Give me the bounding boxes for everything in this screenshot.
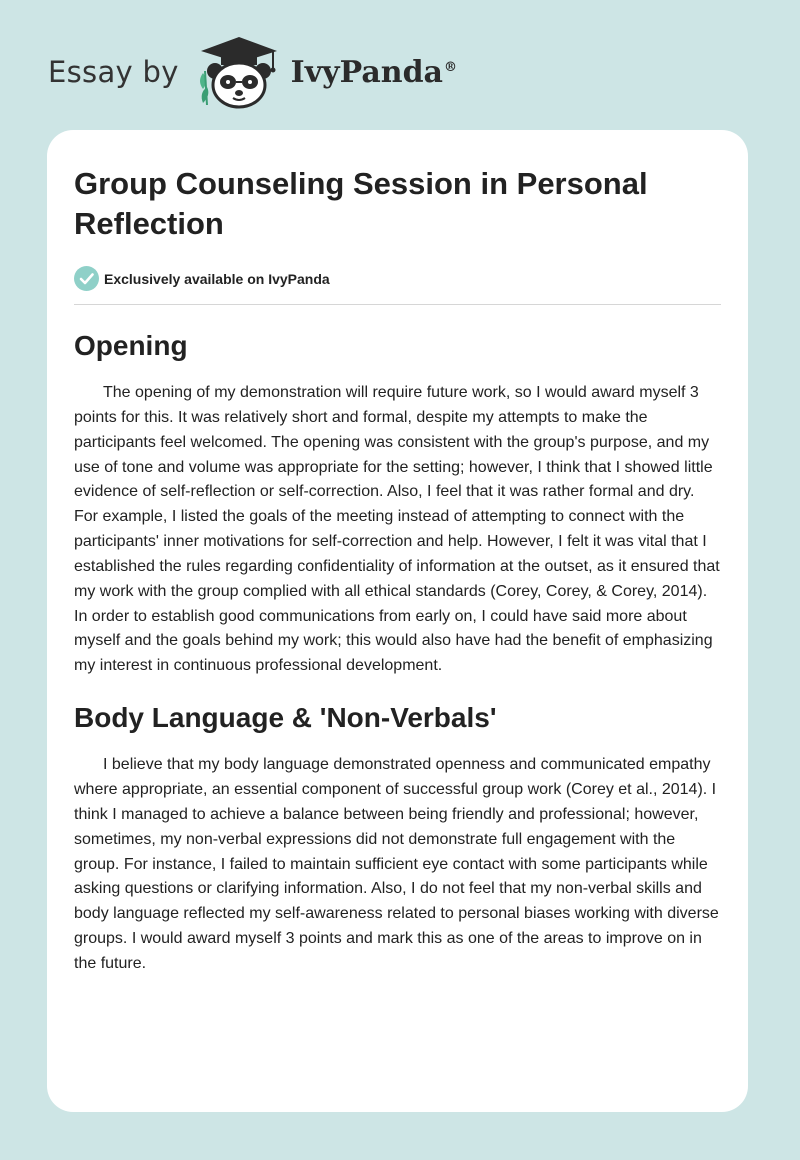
section-paragraph-body-language: I believe that my body language demonstrated openness and communicated empathy where appropriate, an essential component of successful group work (Corey et al., 2014). I think I managed to achieve a balance between being friendly and professional; however, sometimes, my non-verbal expressions did not demonstrate full engagement with the group. For instance, I failed to maintain sufficient eye contact with some participants while asking questions or clarifying information. Also, I do not feel that my non-verbal skills and body language reflected my self-awareness related to personal biases working with diverse groups. I would award myself 3 points and mark this as one of the areas to improve on in the future. <box>74 756 719 972</box>
section-paragraph-opening: The opening of my demonstration will require future work, so I would award myself 3 points for this. It was relatively short and formal, despite my attempts to make the participants feel welcomed. The opening was consistent with the group's purpose, and my use of tone and volume was appropriate for the setting; however, I think that I showed little evidence of self-reflection or self-correction. Also, I feel that it was rather formal and dry. For example, I listed the goals of the meeting instead of attempting to connect with the participants' inner motivations for self-correction and help. However, I felt it was vital that I established the rules regarding confidentiality of information at the outset, as it ensured that my work with the group complied with all ethical standards (Corey, Corey, & Corey, 2014). In order to establish good communications from early on, I could have said more about myself and the goals behind my work; this would also have had the benefit of emphasizing my interest in continuous professional development. <box>74 384 720 675</box>
divider <box>74 304 721 305</box>
article-title: Group Counseling Session in Personal Reflection <box>74 166 648 241</box>
exclusive-badge-label: Exclusively available on IvyPanda <box>104 270 330 287</box>
section-heading-opening: Opening <box>74 330 188 361</box>
brand-name[interactable]: IvyPanda® <box>290 54 457 90</box>
exclusive-badge <box>74 266 721 291</box>
site-header <box>48 32 457 112</box>
essay-by-label: Essay by <box>48 55 179 89</box>
article-card <box>47 130 748 1112</box>
check-circle-icon <box>74 266 99 291</box>
panda-graduate-icon[interactable] <box>193 33 285 111</box>
section-heading-body-language: Body Language & 'Non-Verbals' <box>74 702 497 734</box>
registered-mark: ® <box>444 59 457 75</box>
